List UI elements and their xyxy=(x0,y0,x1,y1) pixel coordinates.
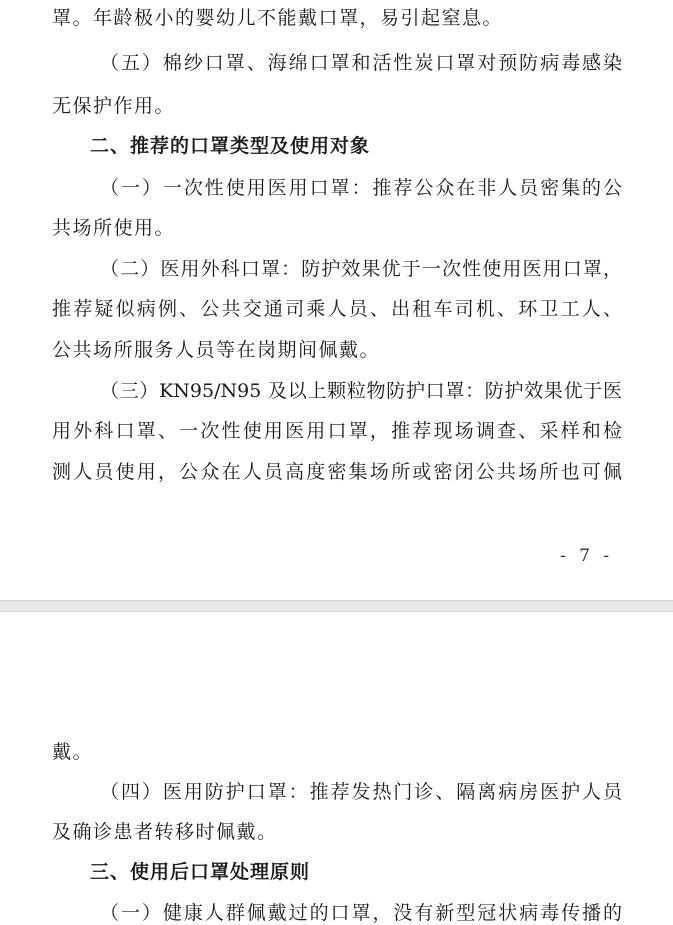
body-text-line: 用外科口罩、一次性使用医用口罩，推荐现场调查、采样和检 xyxy=(52,420,622,442)
body-text-line: 戴。 xyxy=(52,741,94,763)
section-heading: 二、推荐的口罩类型及使用对象 xyxy=(90,135,371,157)
body-text-line: 推荐疑似病例、公共交通司乘人员、出租车司机、环卫工人、 xyxy=(52,298,622,320)
body-text-line: （一）健康人群佩戴过的口罩，没有新型冠状病毒传播的 xyxy=(100,902,622,924)
body-text-line: （一）一次性使用医用口罩：推荐公众在非人员密集的公 xyxy=(100,177,622,199)
body-text-line: （二）医用外科口罩：防护效果优于一次性使用医用口罩， xyxy=(100,258,622,280)
body-text-line: 共场所使用。 xyxy=(52,217,176,239)
body-text-line: 无保护作用。 xyxy=(52,95,176,117)
body-text-line: 公共场所服务人员等在岗期间佩戴。 xyxy=(52,339,381,361)
body-text-line: （三）KN95/N95 及以上颗粒物防护口罩：防护效果优于医 xyxy=(100,380,622,402)
page-number: - 7 - xyxy=(560,546,614,566)
section-heading: 三、使用后口罩处理原则 xyxy=(90,861,311,883)
page-separator xyxy=(0,600,673,612)
body-text-line: （五）棉纱口罩、海绵口罩和活性炭口罩对预防病毒感染 xyxy=(100,52,622,74)
body-text-line: 及确诊患者转移时佩戴。 xyxy=(52,821,278,843)
document-page-8 xyxy=(0,612,673,925)
body-text-line: 测人员使用，公众在人员高度密集场所或密闭公共场所也可佩 xyxy=(52,461,622,483)
body-text-line: 罩。年龄极小的婴幼儿不能戴口罩，易引起窒息。 xyxy=(52,7,504,29)
body-text-line: （四）医用防护口罩：推荐发热门诊、隔离病房医护人员 xyxy=(100,781,622,803)
